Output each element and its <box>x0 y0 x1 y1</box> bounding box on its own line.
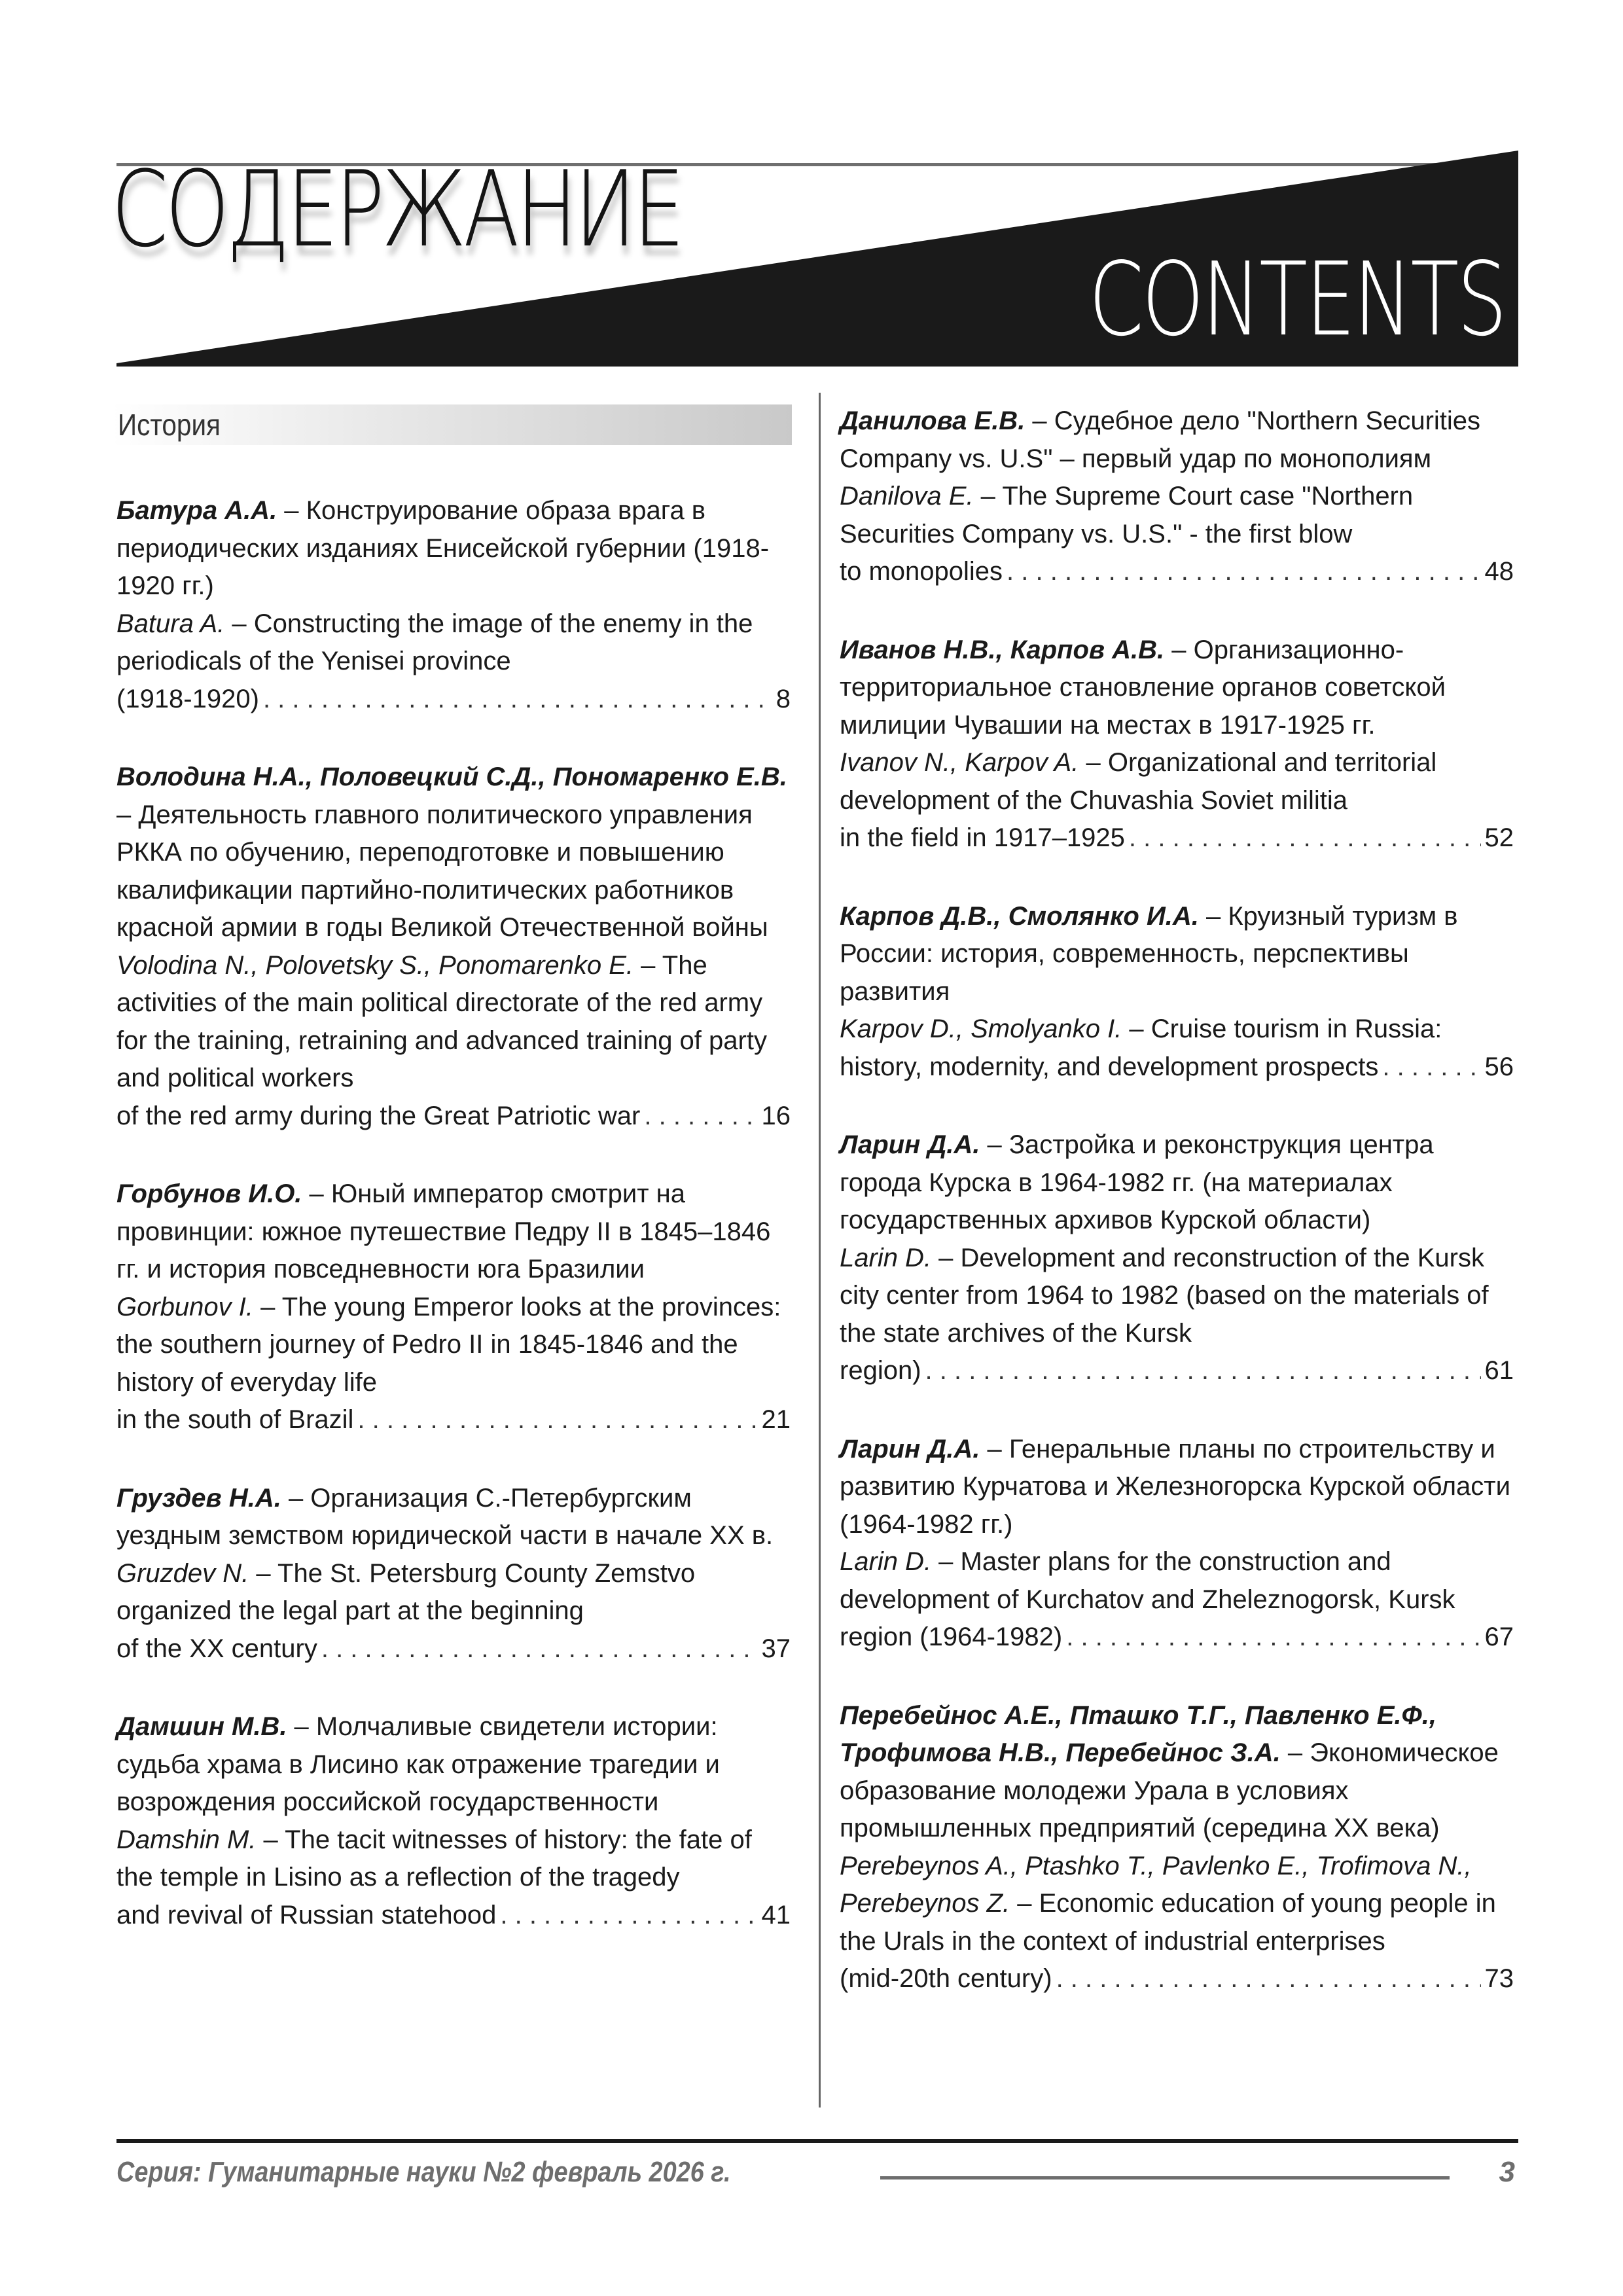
entry-title-en: – Constructing the image of the enemy in the periodicals of the Yenisei province <box>116 609 753 675</box>
entry-title-en: – Development and reconstruction of the Kursk city center from 1964 to 1982 (based on the materials of the state archives of the Kursk <box>840 1243 1489 1348</box>
page-number: 3 <box>1499 2156 1515 2188</box>
entry-title-en: – The activities of the main political directorate of the red army for the training, retraining and advanced training of party and political workers <box>116 950 767 1092</box>
entry-title-ru: – Юный император смотрит на провинции: южное путешествие Педру II в 1845–1846 гг. и история повседневности юга Бразилии <box>116 1179 771 1283</box>
toc-left-column <box>116 492 791 1975</box>
entry-page-number[interactable]: 41 <box>761 1900 791 1929</box>
entry-en <box>116 947 791 1098</box>
entry-leader-line <box>116 1630 791 1668</box>
entry-authors-ru: Груздев Н.А. <box>116 1483 281 1513</box>
entry-authors-ru: Перебейнос А.Е., Пташко Т.Г., Павленко Е.Ф., Трофимова Н.В., Перебейнос З.А. <box>840 1700 1436 1767</box>
toc-entry[interactable] <box>116 1175 791 1439</box>
entry-title-en-last: of the red army during the Great Patriotic war <box>116 1101 641 1130</box>
entry-ru <box>840 1697 1514 1848</box>
entry-authors-ru: Ларин Д.А. <box>840 1130 980 1159</box>
entry-ru <box>840 898 1514 1011</box>
entry-title-en-last: (mid-20th century) <box>840 1964 1052 1993</box>
entry-authors-ru: Иванов Н.В., Карпов А.В. <box>840 635 1165 664</box>
entry-title-ru: – Организация С.-Петербургским уездным земством юридической части в начале XX в. <box>116 1483 774 1550</box>
entry-authors-en: Batura A. <box>116 609 225 638</box>
toc-entry[interactable] <box>840 403 1514 591</box>
entry-leader-line <box>840 1960 1514 1998</box>
entry-ru <box>116 1480 791 1555</box>
dot-leader <box>1066 1619 1480 1657</box>
entry-title-ru: – Судебное дело "Northern Securities Company vs. U.S" – первый удар по монополиям <box>840 406 1481 473</box>
entry-title-ru: – Молчаливые свидетели истории: судьба храма в Лисино как отражение трагедии и возрождения российской государственности <box>116 1712 720 1816</box>
entry-authors-ru: Ларин Д.А. <box>840 1434 980 1463</box>
entry-authors-ru: Карпов Д.В., Смолянко И.А. <box>840 901 1199 931</box>
toc-right-column <box>840 403 1514 2039</box>
entry-title-en: – The St. Petersburg County Zemstvo organized the legal part at the beginning <box>116 1558 696 1625</box>
page-title-en: CONTENTS <box>1088 240 1505 359</box>
entry-title-ru: – Круизный туризм в России: история, современность, перспективы развития <box>840 901 1458 1006</box>
entry-leader-line <box>116 1897 791 1935</box>
entry-title-en: – Economic education of young people in the Urals in the context of industrial enterprises <box>840 1889 1496 1956</box>
entry-authors-ru: Дамшин М.В. <box>116 1712 287 1741</box>
entry-page-number[interactable]: 37 <box>761 1634 791 1663</box>
entry-en <box>116 1555 791 1630</box>
entry-title-en-last: history, modernity, and development prospects <box>840 1052 1379 1081</box>
dot-leader <box>263 681 772 719</box>
entry-ru <box>840 1431 1514 1544</box>
toc-entry[interactable] <box>840 632 1514 857</box>
dot-leader <box>644 1098 757 1136</box>
entry-authors-en: Gorbunov I. <box>116 1292 254 1321</box>
entry-title-ru: – Деятельность главного политического управления РККА по обучению, переподготовке и повышению квалификации партийно-политических работников красной армии в годы Великой Отечественной войны <box>116 800 768 942</box>
entry-ru <box>840 403 1514 478</box>
entry-ru <box>840 1126 1514 1240</box>
toc-entry[interactable] <box>116 1708 791 1934</box>
entry-title-en-last: region (1964-1982) <box>840 1623 1063 1651</box>
entry-authors-en: Larin D. <box>840 1547 932 1576</box>
entry-page-number[interactable]: 52 <box>1484 823 1514 852</box>
entry-title-en-last: and revival of Russian statehood <box>116 1900 497 1929</box>
toc-entry[interactable] <box>840 1697 1514 1998</box>
entry-authors-en: Gruzdev N. <box>116 1558 249 1588</box>
entry-title-en-last: in the field in 1917–1925 <box>840 823 1125 852</box>
entry-page-number[interactable]: 8 <box>776 684 791 713</box>
entry-page-number[interactable]: 67 <box>1484 1623 1514 1651</box>
entry-authors-ru: Горбунов И.О. <box>116 1179 302 1208</box>
entry-en <box>840 1240 1514 1353</box>
entry-title-en-last: (1918-1920) <box>116 684 259 713</box>
entry-authors-en: Karpov D., Smolyanko I. <box>840 1014 1122 1043</box>
entry-en <box>840 744 1514 819</box>
entry-leader-line <box>116 1098 791 1136</box>
entry-leader-line <box>840 1049 1514 1086</box>
entry-en <box>840 478 1514 553</box>
entry-title-ru: – Организационно-территориальное становление органов советской милиции Чувашии на местах в 1917-1925 гг. <box>840 635 1446 740</box>
entry-authors-ru: Данилова Е.В. <box>840 406 1026 435</box>
entry-authors-ru: Володина Н.А., Половецкий С.Д., Пономаренко Е.В. <box>116 762 787 791</box>
entry-ru <box>116 1175 791 1289</box>
dot-leader <box>357 1401 757 1439</box>
entry-title-ru: – Застройка и реконструкция центра города Курска в 1964-1982 гг. (на материалах государственных архивов Курской области) <box>840 1130 1434 1234</box>
entry-en <box>116 1821 791 1897</box>
entry-leader-line <box>116 1401 791 1439</box>
entry-title-ru: – Экономическое образование молодежи Урала в условиях промышленных предприятий (середина XX века) <box>840 1738 1499 1842</box>
entry-authors-en: Ivanov N., Karpov A. <box>840 748 1079 777</box>
entry-title-en-last: of the XX century <box>116 1634 317 1663</box>
dot-leader <box>321 1630 758 1668</box>
entry-en <box>840 1543 1514 1619</box>
entry-page-number[interactable]: 48 <box>1484 557 1514 586</box>
entry-en <box>840 1011 1514 1049</box>
column-divider <box>819 393 821 2108</box>
section-label: История <box>118 408 221 442</box>
entry-en <box>840 1848 1514 1961</box>
entry-title-en: – The tacit witnesses of history: the fate of the temple in Lisino as a reflection of the tragedy <box>116 1825 752 1892</box>
entry-page-number[interactable]: 16 <box>761 1101 791 1130</box>
entry-en <box>116 1289 791 1402</box>
page-title-ru: СОДЕРЖАНИЕ <box>111 148 682 270</box>
dot-leader <box>1382 1049 1480 1086</box>
entry-title-en-last: region) <box>840 1356 921 1385</box>
entry-title-en: – The young Emperor looks at the provinces: the southern journey of Pedro II in 1845-1846 and the history of everyday life <box>116 1292 781 1397</box>
toc-entry[interactable] <box>116 1480 791 1668</box>
entry-title-en: – The Supreme Court case "Northern Securities Company vs. U.S." - the first blow <box>840 482 1414 548</box>
entry-title-en-last: to monopolies <box>840 557 1003 586</box>
entry-page-number[interactable]: 73 <box>1484 1964 1514 1993</box>
footer-series: Серия: Гуманитарные науки №2 февраль 2026 г. <box>116 2156 731 2188</box>
footer-rule <box>116 2139 1518 2143</box>
entry-leader-line <box>840 819 1514 857</box>
dot-leader <box>1007 553 1480 591</box>
entry-title-ru: – Конструирование образа врага в периодических изданиях Енисейской губернии (1918-1920 гг.) <box>116 496 770 600</box>
toc-entry[interactable] <box>840 1431 1514 1657</box>
entry-ru <box>116 1708 791 1821</box>
entry-page-number[interactable]: 56 <box>1484 1052 1514 1081</box>
entry-authors-en: Damshin M. <box>116 1825 257 1854</box>
dot-leader <box>1129 819 1481 857</box>
entry-ru <box>116 759 791 947</box>
entry-authors-en: Larin D. <box>840 1243 932 1272</box>
entry-title-en-last: in the south of Brazil <box>116 1405 354 1434</box>
section-header <box>111 404 792 445</box>
entry-en <box>116 605 791 681</box>
dot-leader <box>1056 1960 1481 1998</box>
entry-ru <box>840 632 1514 745</box>
entry-leader-line <box>116 681 791 719</box>
footer-line <box>880 2176 1450 2179</box>
entry-leader-line <box>840 553 1514 591</box>
entry-page-number[interactable]: 61 <box>1484 1356 1514 1385</box>
toc-entry[interactable] <box>840 1126 1514 1390</box>
entry-title-en: – Master plans for the construction and development of Kurchatov and Zheleznogorsk, Kursk <box>840 1547 1455 1614</box>
entry-authors-en: Volodina N., Polovetsky S., Ponomarenko E. <box>116 950 634 980</box>
entry-authors-ru: Батура А.А. <box>116 496 277 525</box>
entry-title-en: – Organizational and territorial development of the Chuvashia Soviet militia <box>840 748 1437 815</box>
entry-authors-en: Danilova E. <box>840 482 974 511</box>
entry-title-ru: – Генеральные планы по строительству и развитию Курчатова и Железногорска Курской области (1964-1982 гг.) <box>840 1434 1510 1539</box>
dot-leader <box>500 1897 757 1935</box>
entry-page-number[interactable]: 21 <box>761 1405 791 1434</box>
entry-ru <box>116 492 791 605</box>
toc-entry[interactable] <box>840 898 1514 1086</box>
entry-leader-line <box>840 1619 1514 1657</box>
toc-entry[interactable] <box>116 492 791 718</box>
entry-title-en: – Cruise tourism in Russia: <box>1122 1014 1442 1043</box>
dot-leader <box>925 1352 1481 1390</box>
toc-entry[interactable] <box>116 759 791 1135</box>
entry-authors-en: Perebeynos A., Ptashko T., Pavlenko E., Trofimova N., Perebeynos Z. <box>840 1851 1472 1918</box>
entry-leader-line <box>840 1352 1514 1390</box>
